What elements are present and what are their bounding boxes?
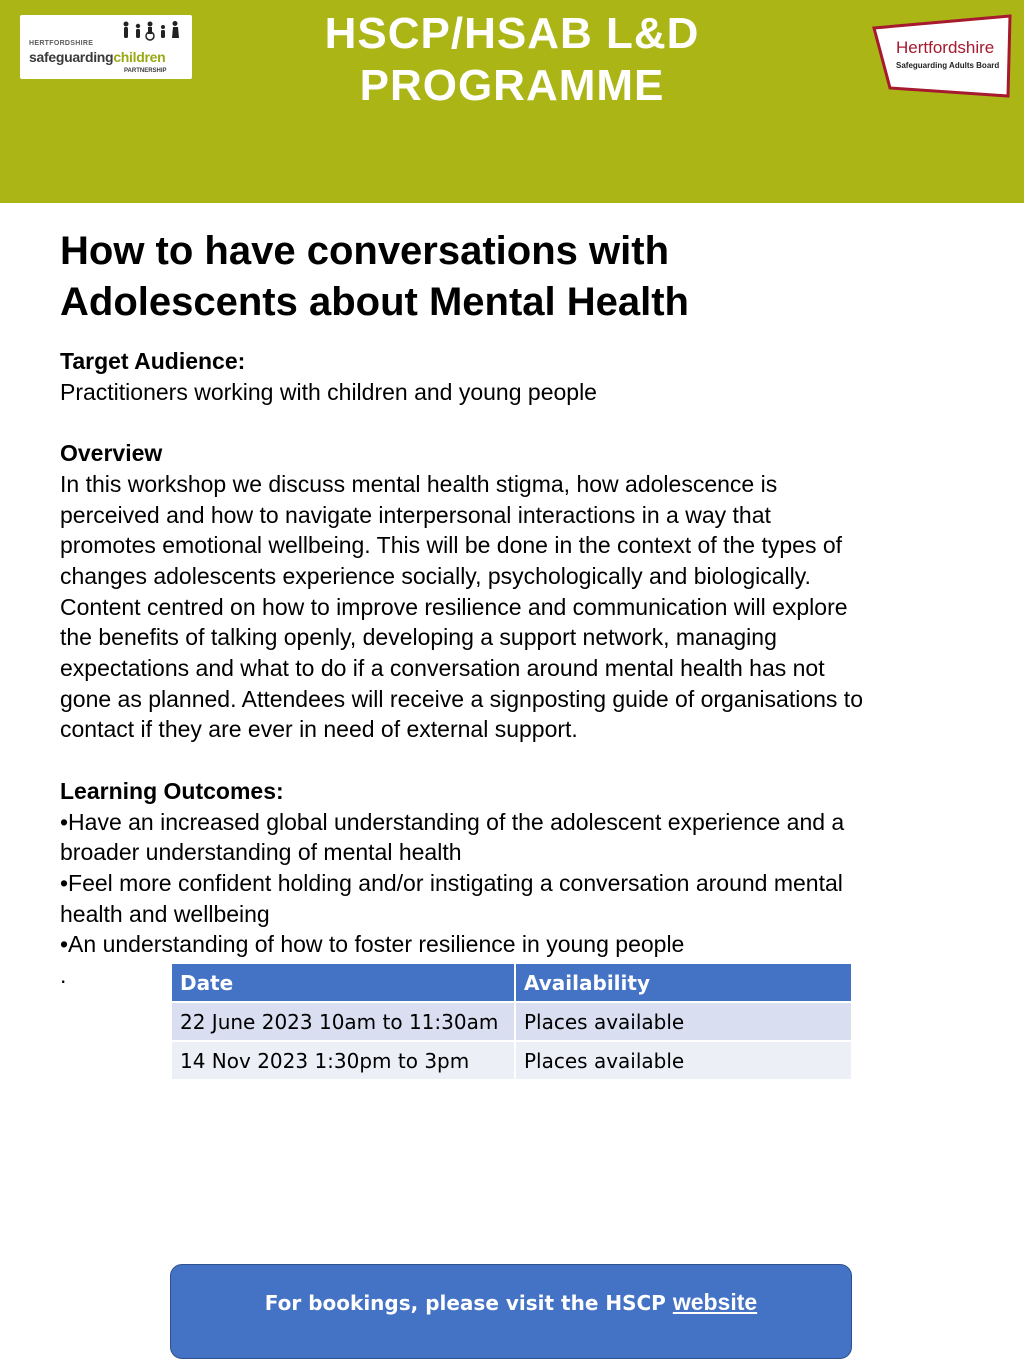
logo-left-county: HERTFORDSHIRE — [29, 40, 94, 47]
overview-line: promotes emotional wellbeing. This will be done in the context of the types of — [60, 532, 843, 559]
people-figures-icon — [120, 21, 182, 41]
programme-title-line2: PROGRAMME — [359, 61, 665, 110]
session-availability: Places available — [515, 1041, 852, 1080]
booking-box — [170, 1264, 852, 1359]
table-row — [171, 1041, 852, 1080]
booking-text: For bookings, please visit the HSCP — [264, 1291, 666, 1315]
course-details — [60, 346, 980, 991]
logo-left-word1: safeguarding — [29, 49, 114, 65]
learning-outcome-line: health and wellbeing — [60, 900, 270, 927]
hscp-logo[interactable] — [20, 15, 192, 79]
session-availability: Places available — [515, 1002, 852, 1041]
overview-line: perceived and how to navigate interpersonal interactions in a way that — [60, 501, 771, 528]
page-title-line2: Adolescents about Mental Health — [60, 280, 689, 324]
logo-left-partnership: PARTNERSHIP — [124, 68, 167, 74]
target-audience-heading: Target Audience: — [60, 348, 246, 374]
table-row — [171, 1002, 852, 1041]
logo-left-word2: children — [113, 49, 166, 65]
learning-outcome-line: broader understanding of mental health — [60, 839, 462, 866]
booking-website-link[interactable]: website — [672, 1289, 758, 1315]
overview-line: the benefits of talking openly, developing a support network, managing — [60, 624, 777, 651]
page-title-line1: How to have conversations with — [60, 229, 670, 273]
overview-line: gone as planned. Attendees will receive a signposting guide of organisations to — [60, 685, 863, 712]
hsab-logo-name: Hertfordshire — [896, 38, 995, 57]
learning-outcome-line: •Feel more confident holding and/or instigating a conversation around mental — [60, 869, 843, 896]
table-header-row — [171, 963, 852, 1002]
learning-outcome-line: •Have an increased global understanding of the adolescent experience and a — [60, 808, 845, 835]
programme-title — [212, 8, 812, 112]
hsab-logo[interactable] — [872, 14, 1014, 98]
programme-title-line1: HSCP/HSAB L&D — [324, 9, 700, 58]
logo-left-wordmark — [29, 49, 165, 65]
booking-message — [171, 1289, 851, 1316]
learning-outcome-line: . — [60, 962, 67, 989]
session-date: 14 Nov 2023 1:30pm to 3pm — [171, 1041, 515, 1080]
header-banner — [0, 0, 1024, 203]
date-column-header: Date — [171, 963, 515, 1002]
session-date: 22 June 2023 10am to 11:30am — [171, 1002, 515, 1041]
overview-line: contact if they are ever in need of external support. — [60, 716, 578, 743]
overview-line: Content centred on how to improve resilience and communication will explore — [60, 593, 848, 620]
availability-column-header: Availability — [515, 963, 852, 1002]
page-title — [60, 226, 960, 328]
overview-line: changes adolescents experience socially, psychologically and biologically. — [60, 562, 811, 589]
overview-line: expectations and what to do if a conversation around mental health has not — [60, 655, 825, 682]
learning-outcome-line: •An understanding of how to foster resilience in young people — [60, 931, 685, 958]
overview-heading: Overview — [60, 440, 163, 467]
overview-line: In this workshop we discuss mental health stigma, how adolescence is — [60, 470, 778, 497]
target-audience-text: Practitioners working with children and young people — [60, 378, 597, 405]
learning-outcomes-heading: Learning Outcomes: — [60, 777, 284, 804]
hsab-logo-subtitle: Safeguarding Adults Board — [896, 61, 1000, 70]
sessions-table — [170, 962, 853, 1081]
